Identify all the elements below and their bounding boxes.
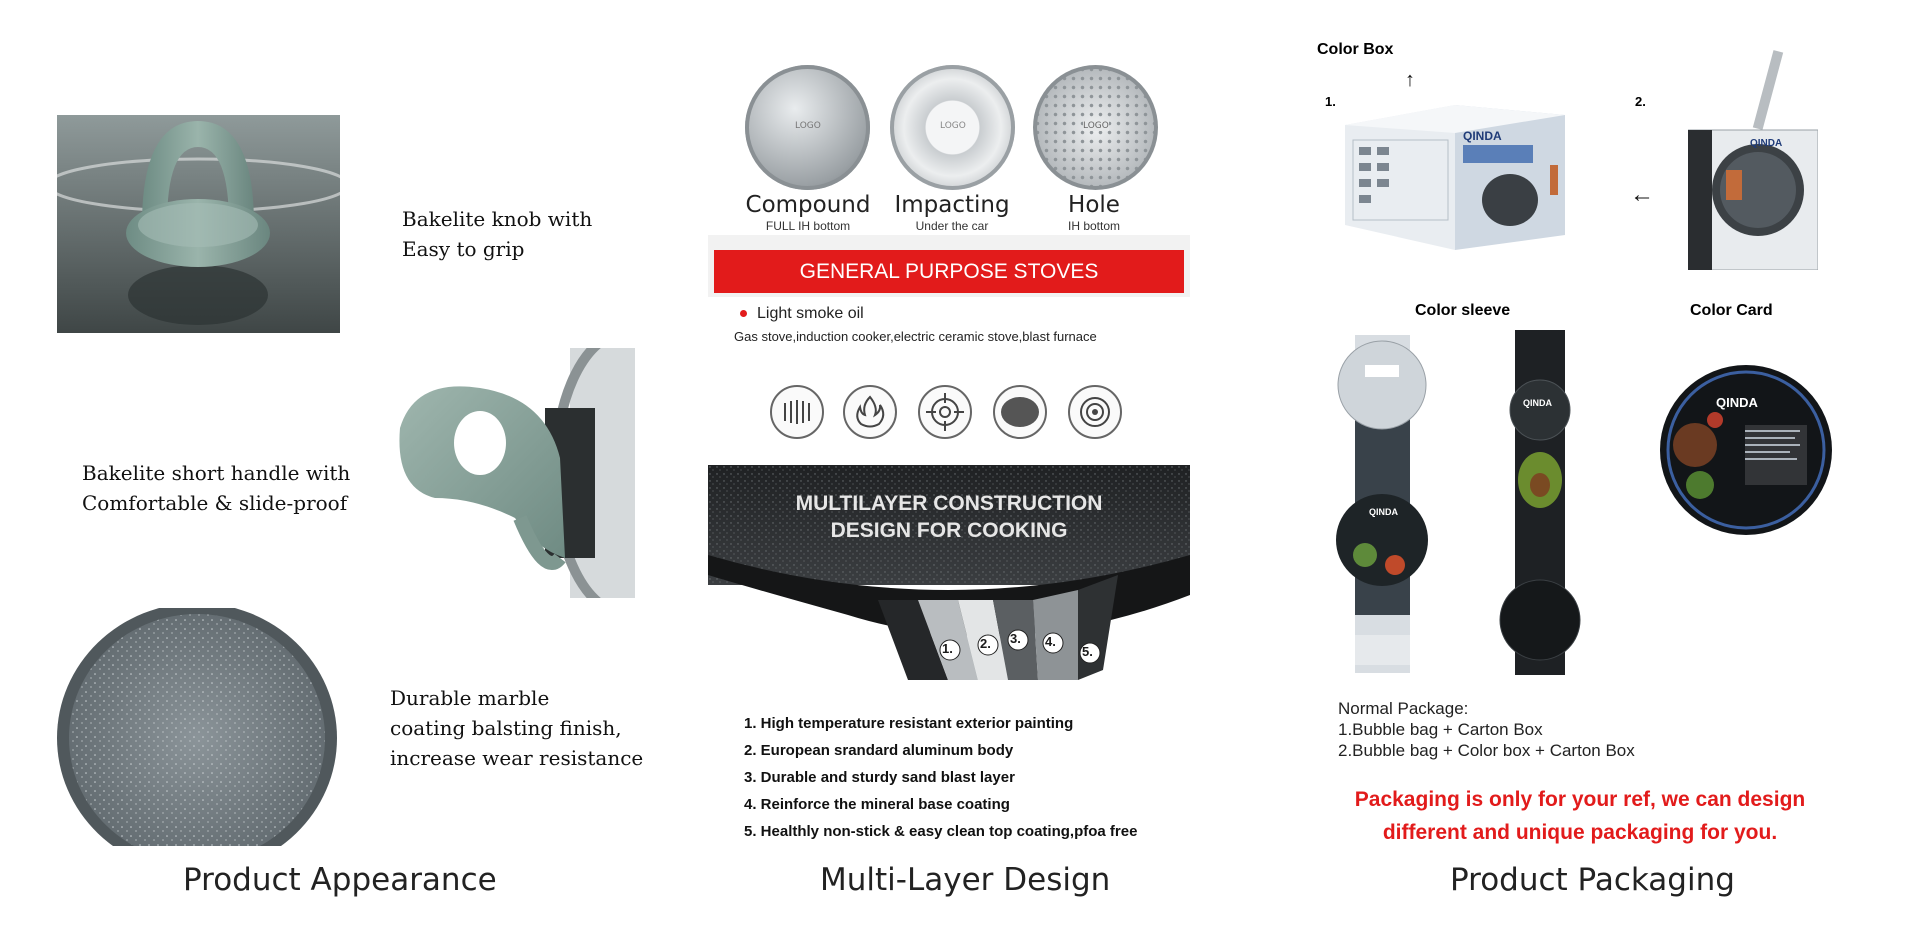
brand-logo: QINDA: [1750, 138, 1783, 149]
color-box-image: [1345, 85, 1565, 260]
color-sleeve-image-2: [1495, 330, 1585, 675]
fry-pan-box-image: [1688, 50, 1818, 270]
knob-photo: [57, 115, 340, 333]
coating-photo: [57, 608, 340, 846]
disc-logo: LOGO: [795, 121, 821, 131]
electric-coil-icon: [1068, 385, 1122, 439]
feature-item: 3. Durable and sturdy sand blast layer: [744, 769, 1015, 786]
feature-item: 4. Reinforce the mineral base coating: [744, 796, 1010, 813]
red-bullet: [740, 310, 747, 317]
induction-coil-icon: [770, 385, 824, 439]
layer-number-2: 2.: [980, 636, 991, 651]
knob-caption: Bakelite knob with Easy to grip: [402, 207, 593, 261]
bottom-disc-impacting: [890, 65, 1015, 190]
stoves-banner: [708, 235, 1190, 297]
stoves-banner-red: GENERAL PURPOSE STOVES: [714, 250, 1184, 293]
section-title-multilayer: Multi-Layer Design: [820, 862, 1111, 898]
feature-item: 1. High temperature resistant exterior painting: [744, 715, 1074, 732]
package-number-1: 1.: [1325, 94, 1336, 109]
bottom-label-hole: Hole IH bottom: [1067, 192, 1121, 233]
multilayer-cross-section: [708, 465, 1190, 710]
gas-flame-icon: [843, 385, 897, 439]
layer-number-3: 3.: [1010, 631, 1021, 646]
coating-caption: Durable marble coating balsting finish, increase wear resistance: [390, 686, 644, 770]
layer-number-5: 5.: [1082, 644, 1093, 659]
disc-logo: LOGO: [1083, 121, 1109, 131]
bottom-disc-hole: [1033, 65, 1158, 190]
color-card-label: Color Card: [1690, 302, 1773, 319]
ceramic-plate-icon: [993, 385, 1047, 439]
color-box-label: Color Box: [1317, 41, 1394, 58]
color-sleeve-label: Color sleeve: [1415, 302, 1511, 319]
gas-burner-icon: [918, 385, 972, 439]
section-title-packaging: Product Packaging: [1450, 862, 1735, 898]
handle-photo: [395, 348, 635, 598]
section-title-appearance: Product Appearance: [183, 862, 497, 898]
brand-logo: QINDA: [1523, 398, 1552, 408]
color-sleeve-image-1: [1335, 335, 1430, 673]
layer-number-4: 4.: [1045, 634, 1056, 649]
feature-item: 5. Healthly non-stick & easy clean top coating,pfoa free: [744, 823, 1138, 840]
stove-types: Gas stove,induction cooker,electric ceramic stove,blast furnace: [734, 329, 1097, 344]
arrow-up-icon: ↑: [1405, 69, 1415, 91]
package-number-2: 2.: [1635, 94, 1646, 109]
brand-logo: QINDA: [1369, 507, 1398, 517]
bottom-disc-compound: [745, 65, 870, 190]
layer-number-1: 1.: [942, 641, 953, 656]
color-card-image: [1660, 365, 1832, 535]
smoke-label: Light smoke oil: [740, 305, 864, 323]
bottom-label-compound: Compound FULL IH bottom: [745, 192, 871, 233]
handle-caption: Bakelite short handle with Comfortable & slide-proof: [82, 461, 351, 515]
feature-item: 2. European srandard aluminum body: [744, 742, 1014, 759]
arrow-left-icon: ←: [1630, 181, 1654, 208]
normal-package-info: Normal Package: 1.Bubble bag + Carton Box 2.Bubble bag + Color box + Carton Box: [1338, 699, 1635, 760]
bottom-label-impacting: Impacting Under the car: [894, 192, 1010, 233]
brand-logo: QINDA: [1463, 129, 1502, 143]
disc-logo: LOGO: [940, 121, 966, 131]
brand-logo: QINDA: [1716, 395, 1758, 410]
construction-title: MULTILAYER CONSTRUCTION DESIGN FOR COOKING: [795, 492, 1103, 542]
packaging-red-note: Packaging is only for your ref, we can design different and unique packaging for you.: [1354, 788, 1806, 844]
